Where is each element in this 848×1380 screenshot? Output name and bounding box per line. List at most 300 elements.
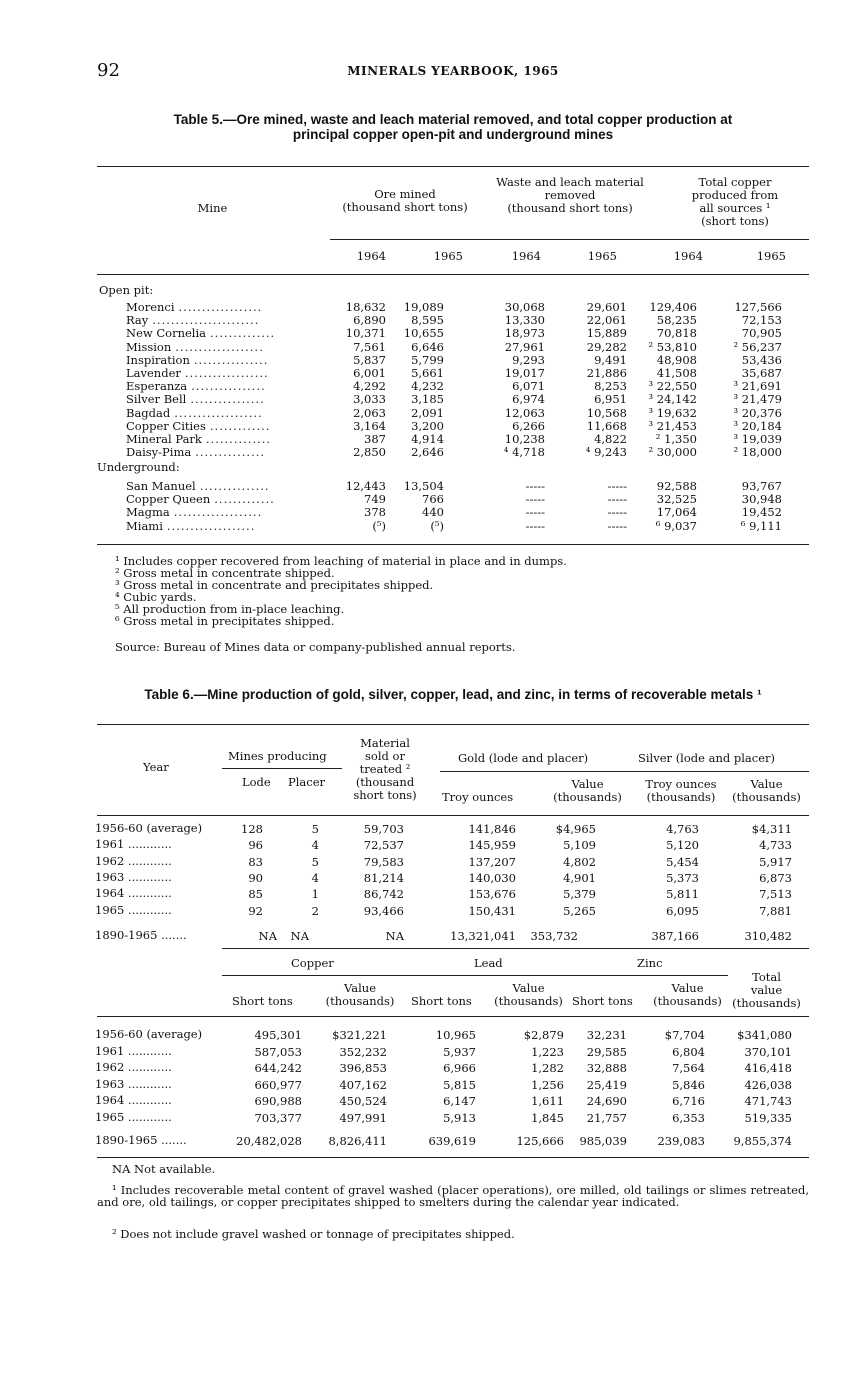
table-cell: ³ 22,550 (648, 379, 697, 394)
t5-footnote-2: ² Gross metal in concentrate shipped. (115, 566, 335, 580)
table-cell: 6,951 (594, 392, 627, 407)
mine-label (126, 326, 275, 340)
t6-material-1: Material (360, 736, 410, 750)
table-cell: 1,611 (531, 1094, 564, 1108)
table-cell: 127,566 (734, 300, 782, 314)
table-cell: 370,101 (744, 1044, 792, 1059)
leader-dots: ................... (174, 405, 263, 420)
table-cell: 10,238 (504, 432, 545, 446)
table-cell: $321,221 (332, 1028, 387, 1042)
year-label: 1965 ............ (95, 1109, 172, 1124)
table-cell: 70,905 (741, 326, 782, 341)
year-label: 1963 ............ (95, 1076, 172, 1091)
page-number: 92 (97, 60, 120, 81)
year-label: 1964 ............ (95, 886, 172, 901)
table-cell: 92,588 (656, 479, 697, 493)
table-cell: 2,063 (353, 405, 386, 420)
t6-material-2: sold or (365, 749, 405, 763)
table-cell: ⁴ 4,718 (503, 445, 545, 460)
year-label: 1961 ............ (95, 1043, 172, 1058)
table-cell: 3,164 (353, 418, 386, 433)
mine-label (126, 353, 268, 367)
table-cell: 24,690 (586, 1094, 627, 1108)
t6-h-gold-troy: Troy ounces (442, 790, 514, 804)
t6-h-copper-value (316, 982, 404, 1008)
table-cell: ³ 19,632 (648, 405, 697, 420)
t6-h-placer: Placer (288, 775, 326, 789)
year-header: 1964 (511, 249, 541, 263)
table-cell: 1,282 (531, 1061, 564, 1075)
mine-label (126, 432, 271, 446)
table5-footnotes (115, 555, 567, 627)
table-cell: 3,200 (411, 418, 444, 433)
table-cell: ----- (607, 479, 627, 493)
t6-header-rule-a (97, 815, 809, 816)
table-cell: 426,038 (744, 1077, 792, 1092)
total-cell: NA (290, 929, 309, 943)
table5-header-rule (97, 274, 809, 275)
t6-material-3: treated ² (359, 762, 411, 776)
col-copper-line4: (short tons) (701, 214, 769, 228)
mine-name: Magma (126, 505, 170, 520)
table-cell: 10,371 (345, 326, 386, 341)
table-cell: 2,850 (353, 445, 386, 460)
table-cell: ² 18,000 (733, 445, 782, 460)
year-label: 1962 ............ (95, 853, 172, 868)
table-cell: 1,845 (531, 1110, 564, 1125)
total-cell: 125,666 (516, 1134, 564, 1148)
leader-dots: ............... (195, 445, 266, 460)
table-cell: 690,988 (254, 1094, 302, 1108)
table-cell: 4 (311, 838, 319, 853)
table-cell: 703,377 (254, 1110, 302, 1125)
total-cell: 9,855,374 (733, 1134, 792, 1148)
table-cell: 5,661 (411, 366, 444, 380)
table-cell: 2,646 (411, 445, 444, 460)
table-cell: 497,991 (339, 1110, 387, 1125)
mine-label (126, 519, 255, 533)
mine-name: San Manuel (126, 479, 196, 493)
table-cell: 6,890 (353, 313, 386, 328)
table5-col-copper (660, 176, 810, 228)
table-cell: ³ 21,453 (648, 418, 697, 433)
table-cell: 140,030 (468, 870, 516, 885)
col-copper-line3: all sources ¹ (699, 201, 771, 215)
table-cell: 5,815 (443, 1077, 476, 1092)
t6-h-silver-value (724, 778, 809, 804)
table-cell: 1 (311, 887, 319, 902)
table-cell: 6,873 (759, 870, 792, 885)
table-cell: 29,282 (586, 339, 627, 354)
table-cell: 128 (241, 822, 263, 836)
table-cell: 5,454 (666, 854, 699, 869)
table-cell: 137,207 (468, 854, 516, 869)
table-cell: 29,585 (586, 1044, 627, 1059)
table-cell: 4,232 (411, 379, 444, 394)
total-cell: NA (385, 929, 404, 943)
mine-label (126, 505, 262, 519)
col-mine-label: Mine (197, 201, 228, 215)
t6-total-2: value (750, 983, 783, 997)
t6-h-gold-value (545, 778, 630, 804)
t6-header-rule-b (97, 1016, 809, 1017)
table-cell: 19,017 (504, 366, 545, 380)
t6-silver-troy-1: Troy ounces (645, 777, 717, 791)
leader-dots: ................... (175, 339, 264, 354)
table-cell: 11,668 (586, 418, 627, 433)
table-cell: ----- (607, 505, 627, 520)
year-header: 1965 (433, 249, 463, 263)
t6-lead-value-2: (thousands) (494, 994, 563, 1008)
table-cell: 407,162 (339, 1077, 387, 1092)
table-cell: 32,888 (586, 1061, 627, 1075)
col-waste-line2: removed (544, 188, 596, 202)
table-cell: 352,232 (339, 1044, 387, 1059)
mine-name: Bagdad (126, 405, 171, 420)
table-cell: 6,353 (672, 1110, 705, 1125)
table-cell: 660,977 (254, 1077, 302, 1092)
table-cell: 6,966 (443, 1061, 476, 1075)
table-cell: 7,881 (759, 903, 792, 918)
table6-caption (97, 687, 809, 702)
t6-h-total (724, 971, 809, 1010)
mine-name: Copper Cities (126, 418, 206, 433)
table-cell: 6,804 (672, 1044, 705, 1059)
leader-dots: .................. (178, 300, 263, 314)
table-cell: ----- (525, 505, 545, 520)
t5-footnote-5: ⁵ All production from in-place leaching. (115, 602, 345, 616)
table-cell: 83 (248, 854, 263, 869)
mine-label (126, 419, 270, 433)
table-cell: ² 56,237 (733, 339, 782, 354)
table5-top-rule (97, 166, 809, 167)
t6-total-1: Total (752, 970, 781, 984)
table-cell: 5,120 (666, 838, 699, 853)
table-cell: 4,914 (411, 432, 444, 446)
table-cell: 18,973 (504, 326, 545, 341)
mine-label (126, 492, 275, 506)
t5-footnote-6: ⁶ Gross metal in precipitates shipped. (115, 614, 335, 628)
mine-label (126, 340, 264, 354)
table-cell: ³ 21,479 (733, 392, 782, 407)
table-cell: ----- (607, 518, 627, 533)
table-cell: 4,802 (563, 854, 596, 869)
mine-name: Lavender (126, 366, 181, 380)
table-cell: 19,089 (403, 300, 444, 314)
table-cell: 4,763 (666, 822, 699, 836)
table-cell: ----- (607, 492, 627, 507)
total-cell: 353,732 (530, 929, 578, 943)
table5-caption-line1: Table 5.—Ore mined, waste and leach material removed, and total copper production at (173, 112, 733, 127)
leader-dots: ................ (191, 379, 266, 394)
table-cell: ⁴ 9,243 (585, 445, 627, 460)
mine-name: Inspiration (126, 352, 190, 367)
t6-silver-value-1: Value (750, 777, 783, 791)
mine-label (126, 392, 265, 406)
table-cell: 378 (364, 505, 386, 520)
table-cell: 495,301 (254, 1028, 302, 1042)
table-cell: 5,917 (759, 854, 792, 869)
year-header: 1965 (587, 249, 617, 263)
table-cell: 1,256 (531, 1077, 564, 1092)
leader-dots: .............. (210, 326, 276, 341)
t6-note-na: NA Not available. (112, 1162, 216, 1176)
table-cell: 6,001 (353, 366, 386, 380)
table-cell: 19,452 (741, 505, 782, 520)
t6-silver-value-2: (thousands) (732, 790, 801, 804)
t6-gold-silver-rule (440, 771, 809, 772)
table-cell: 6,147 (443, 1094, 476, 1108)
table5-col-waste (475, 176, 665, 215)
table-cell: $341,080 (737, 1028, 792, 1042)
table-cell: ² 30,000 (648, 445, 697, 460)
t6-h-silver-troy (632, 778, 730, 804)
year-header: 1965 (756, 249, 786, 263)
table-cell: 32,231 (586, 1028, 627, 1042)
t6-metals-rule (222, 975, 728, 976)
year-label: 1965 ............ (95, 902, 172, 917)
table-cell: 92 (248, 903, 263, 918)
table-cell: 29,601 (586, 300, 627, 314)
total-year-label: 1890-1965 ....... (95, 1133, 187, 1147)
table-cell: 41,508 (656, 366, 697, 380)
table-cell: 5 (311, 854, 319, 869)
leader-dots: ............. (209, 418, 271, 433)
t6-lead-value-1: Value (512, 981, 545, 995)
table-cell: 1,223 (531, 1044, 564, 1059)
table-cell: 86,742 (363, 887, 404, 902)
col-waste-line3: (thousand short tons) (507, 201, 633, 215)
total-cell: 13,321,041 (450, 929, 516, 943)
year-label: 1962 ............ (95, 1060, 172, 1074)
page-header (97, 60, 809, 84)
table-cell: 5,373 (666, 870, 699, 885)
table-cell: 519,335 (744, 1110, 792, 1125)
t6-zinc-value-1: Value (671, 981, 704, 995)
table-cell: 6,716 (672, 1094, 705, 1108)
table-cell: 30,068 (504, 300, 545, 314)
table-cell: 96 (248, 838, 263, 853)
table-cell: 32,525 (656, 492, 697, 507)
table-cell: 8,253 (594, 379, 627, 394)
leader-dots: ................... (173, 505, 263, 520)
t6-silver-troy-2: (thousands) (646, 790, 716, 804)
t6-mines-rule (222, 768, 342, 769)
table-cell: 7,561 (353, 339, 386, 354)
table-cell: 18,632 (345, 300, 386, 314)
year-label: 1956-60 (average) (95, 821, 203, 835)
t6-h-lead-tons: Short tons (411, 994, 472, 1008)
table-cell: 21,886 (586, 366, 627, 380)
table-cell: 7,564 (672, 1061, 705, 1075)
table-cell: 3,033 (353, 392, 386, 407)
t6-h-copper: Copper (291, 956, 334, 970)
t5-footnote-4: ⁴ Cubic yards. (115, 590, 197, 604)
section-open-pit: Open pit: (99, 283, 154, 297)
t6-copper-value-1: Value (344, 981, 376, 995)
t6-h-lead-value (486, 982, 571, 1008)
t6-h-mines: Mines producing (228, 749, 327, 763)
t6-note-2: ² Does not include gravel washed or tonnage of precipitates shipped. (112, 1227, 515, 1241)
table-cell: $2,879 (523, 1028, 564, 1042)
table5-col-mine (160, 202, 265, 215)
table-cell: $4,965 (555, 822, 596, 836)
leader-dots: ....................... (152, 313, 260, 328)
t6-material-4: (thousand (355, 775, 415, 789)
table-cell: 416,418 (744, 1061, 792, 1075)
col-waste-line1: Waste and leach material (496, 175, 644, 189)
table-cell: ⁶ 9,037 (655, 518, 697, 533)
table5-caption-line2: principal copper open-pit and underground mines (292, 127, 614, 142)
table-cell: 2 (311, 903, 319, 918)
table-cell: 6,266 (512, 418, 545, 433)
t5-footnote-1: ¹ Includes copper recovered from leaching of material in place and in dumps. (115, 554, 567, 568)
table-cell: 6,974 (512, 392, 545, 407)
table-cell: 70,818 (656, 326, 697, 341)
total-cell: 985,039 (579, 1134, 627, 1148)
table-cell: 387 (364, 432, 386, 446)
total-cell: 639,619 (428, 1134, 476, 1148)
col-copper-line1: Total copper (698, 175, 772, 189)
table-cell: 141,846 (468, 822, 516, 836)
table-cell: $7,704 (664, 1028, 705, 1042)
col-ore-line1: Ore mined (374, 187, 436, 201)
table-cell: 6,095 (666, 903, 699, 918)
table-cell: 5 (311, 822, 319, 836)
table-cell: 21,757 (586, 1110, 627, 1125)
leader-dots: ............. (214, 492, 275, 507)
table-cell: 5,837 (353, 352, 386, 367)
year-label: 1961 ............ (95, 837, 172, 852)
table-cell: 450,524 (339, 1094, 387, 1108)
t6-h-zinc-tons: Short tons (572, 994, 633, 1008)
table5-source: Source: Bureau of Mines data or company-published annual reports. (115, 640, 516, 654)
leader-dots: ............... (199, 479, 270, 493)
table-cell: 153,676 (468, 887, 516, 902)
table-cell: 4,292 (353, 379, 386, 394)
col-copper-line2: produced from (691, 188, 779, 202)
table-cell: 6,646 (411, 339, 444, 354)
table-cell: 59,703 (363, 822, 404, 836)
t6-copper-value-2: (thousands) (325, 994, 395, 1008)
t6-h-lead: Lead (474, 956, 503, 970)
table-cell: (⁵) (372, 518, 386, 533)
t5-footnote-3: ³ Gross metal in concentrate and precipitates shipped. (115, 578, 434, 592)
mine-label (126, 406, 263, 420)
mine-label (126, 300, 262, 314)
table-cell: 81,214 (363, 870, 404, 885)
section-underground: Underground: (97, 460, 180, 474)
t6-h-zinc-value (645, 982, 730, 1008)
t6-h-silver: Silver (lode and placer) (638, 751, 776, 765)
table5-bottom-rule (97, 544, 809, 545)
table-cell: 30,948 (741, 492, 782, 507)
table-cell: ³ 20,376 (733, 405, 782, 420)
table-cell: $4,311 (751, 822, 792, 836)
leader-dots: .................. (184, 366, 269, 380)
table-cell: 3,185 (411, 392, 444, 407)
table-cell: 8,595 (411, 313, 444, 328)
table-cell: 15,889 (586, 326, 627, 341)
mine-name: Daisy-Pima (126, 445, 192, 460)
table-cell: 85 (248, 887, 263, 902)
table-cell: 90 (248, 870, 263, 885)
t6-h-year: Year (143, 760, 169, 774)
table-cell: 10,568 (586, 405, 627, 420)
leader-dots: .............. (205, 432, 272, 446)
table-cell: 58,235 (656, 313, 697, 328)
mine-label (126, 479, 270, 493)
table5-col-ore (325, 188, 485, 214)
mine-label (126, 445, 265, 459)
table-cell: 79,583 (363, 854, 404, 869)
table-cell: 25,419 (586, 1077, 627, 1092)
t6-mid-rule (222, 948, 809, 949)
mine-name: New Cornelia (126, 326, 207, 341)
t6-h-copper-tons: Short tons (232, 994, 293, 1008)
mine-label (126, 313, 259, 327)
total-cell: 387,166 (651, 929, 699, 943)
table-cell: 35,687 (741, 366, 782, 380)
t6-note-1: ¹ Includes recoverable metal content of gravel washed (placer operations), ore milled, old tailings or slimes retreated, and ore, old tailings, or copper precipitates shipped to smelters during the calendar year indicated. (97, 1183, 809, 1209)
t6-zinc-value-2: (thousands) (653, 994, 722, 1008)
table-cell: ² 53,810 (648, 339, 697, 354)
table-cell: ³ 21,691 (733, 379, 782, 394)
table6-caption-line: Table 6.—Mine production of gold, silver, copper, lead, and zinc, in terms of recoverable metals ¹ (144, 687, 762, 702)
table-cell: 53,436 (741, 352, 782, 367)
table-cell: 13,330 (504, 313, 545, 328)
table-cell: (⁵) (430, 518, 444, 533)
table-cell: 72,537 (363, 838, 404, 853)
table-cell: 13,504 (403, 479, 444, 493)
table-cell: 150,431 (468, 903, 516, 918)
table6-bottom-rule (97, 1157, 809, 1158)
table-cell: 72,153 (741, 313, 782, 328)
leader-dots: ................ (190, 392, 265, 407)
table-cell: ----- (525, 492, 545, 507)
table-cell: 5,799 (411, 352, 444, 367)
table-cell: ----- (525, 518, 545, 533)
table-cell: 9,491 (594, 352, 627, 367)
table-cell: 10,965 (435, 1028, 476, 1042)
table-cell: 6,071 (512, 379, 545, 394)
table-cell: 12,443 (345, 479, 386, 493)
table-cell: ³ 24,142 (648, 392, 697, 407)
table-cell: 5,937 (443, 1044, 476, 1059)
t6-h-gold: Gold (lode and placer) (458, 751, 589, 765)
table-cell: 93,466 (363, 903, 404, 918)
total-cell: 20,482,028 (236, 1134, 302, 1148)
leader-dots: ................... (166, 518, 256, 533)
table-cell: 5,846 (672, 1077, 705, 1092)
total-cell: 310,482 (744, 929, 792, 943)
table-cell: ----- (525, 479, 545, 493)
table-cell: 5,109 (563, 838, 596, 853)
table-cell: ³ 20,184 (733, 418, 782, 433)
t6-gold-value-2: (thousands) (553, 790, 622, 804)
table-cell: 5,379 (563, 887, 596, 902)
mine-name: Morenci (126, 300, 175, 314)
table-cell: 4,822 (594, 432, 627, 446)
table-cell: 587,053 (254, 1044, 302, 1059)
table-cell: 12,063 (504, 405, 545, 420)
table-cell: 7,513 (759, 887, 792, 902)
mine-name: Ray (126, 313, 149, 328)
table-cell: ² 1,350 (655, 432, 697, 446)
year-header: 1964 (356, 249, 386, 263)
table5-year-rule (330, 239, 809, 240)
table-cell: 93,767 (741, 479, 782, 493)
